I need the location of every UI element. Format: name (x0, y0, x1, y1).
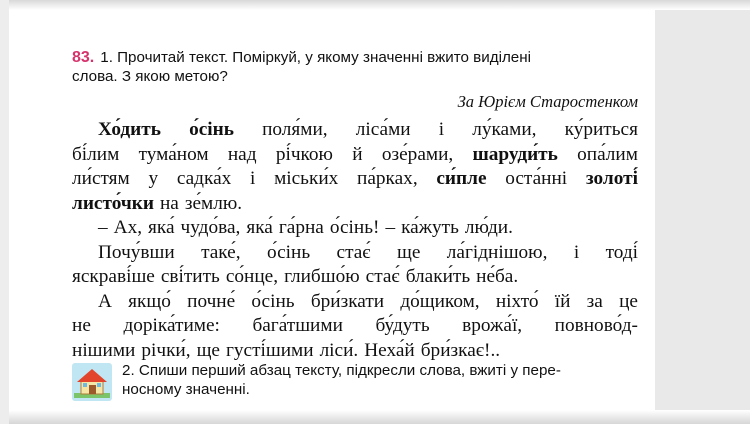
story-word: Ах, (113, 217, 143, 238)
highlighted-word: шаруди́ть (472, 143, 558, 165)
story-word: ка́жуть (401, 217, 459, 238)
story-word: оста́нні (505, 168, 568, 189)
story-word: над (227, 143, 257, 165)
story-word: ла́гіднішою, (446, 241, 548, 263)
story-word: їй (554, 290, 571, 312)
task1-line1 (72, 48, 638, 67)
house-icon (72, 363, 112, 401)
story-word: А (98, 290, 112, 312)
story-word: ли́стям (72, 168, 130, 189)
highlighted-word: Хо́дить (98, 119, 161, 140)
story-word: врожа́ї, (462, 315, 523, 336)
story-word: – (98, 217, 108, 238)
story-word: у (148, 168, 159, 189)
story-line (72, 167, 638, 192)
story-word: па́рках, (357, 168, 418, 189)
story-word: бага́тшими (252, 315, 343, 336)
story-word: річки́, (141, 339, 191, 361)
story-word: чудо́ва, (180, 217, 241, 238)
story-word: ще (196, 339, 220, 361)
page-top-shadow (9, 0, 750, 10)
story-line (72, 192, 638, 217)
highlighted-word: золоті́ (585, 168, 638, 189)
story-word: со́нце, (225, 266, 279, 287)
story-word: і (438, 119, 445, 140)
story-word: лу́ками, (472, 119, 537, 140)
story-word: ніхто́ (495, 290, 539, 312)
story-line (72, 241, 638, 266)
task1-instruction-1: 1. Прочитай текст. Поміркуй, у якому значенні вжито виділені (100, 49, 532, 66)
story-word: глибшо́ю (284, 266, 360, 287)
story-line (72, 216, 638, 241)
highlighted-word: листо́чки (72, 192, 154, 214)
story-word: бі́лим (72, 143, 120, 165)
story-word: о́сінь (266, 241, 311, 263)
story-word: сві́тить (160, 266, 220, 287)
story-word: міськи́х (274, 168, 339, 189)
story-word: за (586, 290, 603, 312)
story-word: лю́ди. (464, 217, 513, 238)
story-line (72, 265, 638, 290)
task2-line2: носному значенні. (122, 381, 250, 398)
story-line (72, 290, 638, 315)
story-word: густі́шими (225, 339, 314, 361)
story-word: садка́х (176, 168, 232, 189)
story-word: бу́дуть (375, 315, 430, 336)
story-word: тоді́ (605, 241, 638, 263)
story-word: – (385, 217, 396, 238)
task2-block (72, 361, 638, 399)
story-text (72, 118, 638, 363)
task2-line1: 2. Спиши перший абзац тексту, підкресли слова, вжиті у пере- (122, 362, 561, 379)
story-word: ку́риться (564, 119, 638, 140)
story-word: до́щиком, (400, 290, 480, 312)
story-word: Почу́вши (98, 241, 175, 263)
story-word: о́сінь (251, 290, 295, 312)
story-word: і (249, 168, 256, 189)
story-word: якщо́ (128, 290, 171, 312)
story-word: поля́ми, (262, 119, 328, 140)
page-bottom-shadow (9, 410, 750, 424)
story-word: опа́лим (577, 143, 638, 165)
story-word: ліса́ми (355, 119, 411, 140)
story-word: і (573, 241, 580, 263)
story-word: зе́млю. (184, 192, 243, 214)
author-attribution: За Юрієм Старостенком (457, 92, 638, 111)
story-word: блаки́ть (405, 266, 471, 287)
story-word: почне́ (187, 290, 236, 312)
story-line (72, 143, 638, 168)
story-word: яка́ (246, 217, 273, 238)
story-word: ліси́. (319, 339, 359, 361)
story-word: доріка́тиме: (123, 315, 220, 336)
exercise-block (72, 48, 638, 363)
story-word: тума́ном (138, 143, 209, 165)
story-word: не́ба. (476, 266, 519, 287)
story-line (72, 118, 638, 143)
story-word: озе́рами, (381, 143, 454, 165)
story-word: таке́, (201, 241, 241, 263)
story-line (72, 314, 638, 339)
story-word: бри́зкати (310, 290, 385, 312)
story-word: повново́д- (554, 315, 638, 336)
story-word: бри́зкає!.. (420, 339, 501, 361)
story-line (72, 339, 638, 364)
story-word: нішими (72, 339, 136, 361)
story-word: це (619, 290, 638, 312)
story-word: яскраві́ше (72, 266, 155, 287)
story-word: не (72, 315, 91, 336)
story-word: яка́ (148, 217, 175, 238)
story-word: о́сінь! (329, 217, 380, 238)
story-word: й (352, 143, 363, 165)
highlighted-word: о́сінь (189, 119, 234, 140)
task1-line2: слова. З якою метою? (72, 68, 228, 85)
story-word: га́рна (278, 217, 324, 238)
story-word: стає́ (365, 266, 400, 287)
task-number: 83. (72, 49, 95, 66)
highlighted-word: си́пле (436, 168, 487, 189)
story-word: на (159, 192, 179, 214)
story-word: стає́ (336, 241, 371, 263)
story-word: рі́чкою (275, 143, 333, 165)
story-word: ще (396, 241, 421, 263)
story-word: Неха́й (364, 339, 415, 361)
